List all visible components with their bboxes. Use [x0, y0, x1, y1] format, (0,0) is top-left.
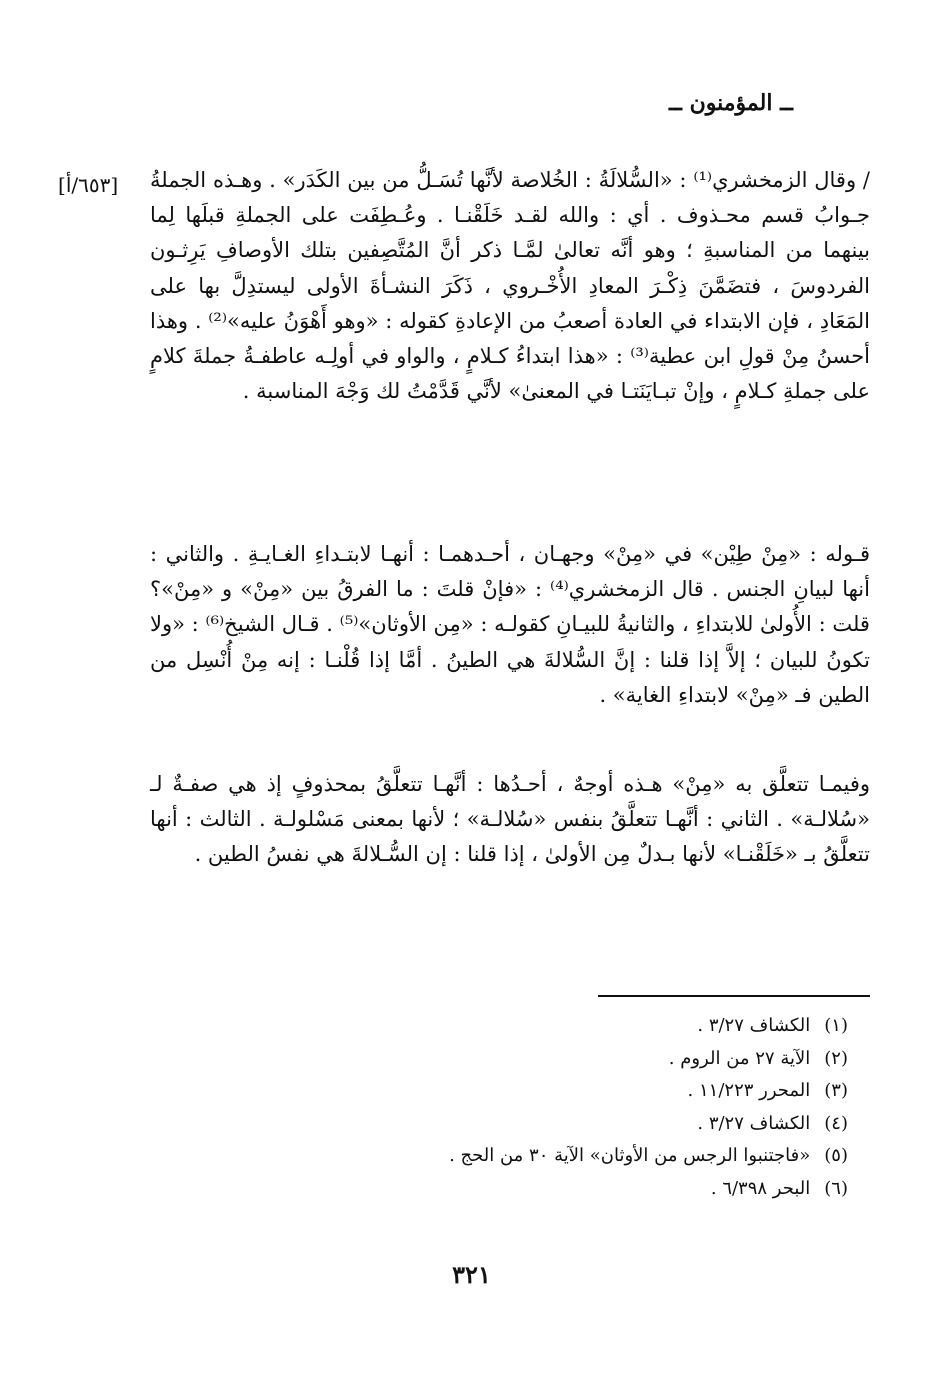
footnote-item: [300, 1043, 848, 1076]
running-header: ــ المؤمنون ــ: [669, 90, 793, 116]
footnote-text: الكشاف ٣/٢٧ .: [697, 1112, 811, 1134]
footnote-item: [300, 1075, 848, 1108]
manuscript-folio-reference: [٦٥٣/أ]: [58, 173, 119, 197]
footnote-item: [300, 1108, 848, 1141]
footnote-item: [300, 1140, 848, 1173]
page-number: ٣٢١: [452, 1260, 491, 1289]
footnote-separator: [598, 995, 870, 997]
footnote-number: (٢): [824, 1047, 848, 1069]
footnote-number: (٤): [824, 1112, 848, 1134]
body-paragraph-1: [150, 163, 870, 409]
paragraph-text: / وقال الزمخشري⁽¹⁾ : «السُّلالَةُ : الخُلاصة لأنَّها تُسَـلُّ من بين الكَدَر» . وهـذه الجملةُ جـوابُ قسم محـذوف . أي : والله لقـد خَلَقْنـا . وعُـطِفَت على الجملةِ قبلَها لِما بينهما من المناسبةِ ؛ وهو أنَّه تعالىٰ لمَّـا ذكر أنَّ المُتَّصِفين بتلك الأوصافِ يَرِثـون الفردوسَ ، فتضَمَّنَ ذِكْـرَ المعادِ الأُخْـروي ، ذَكَرَ النشـأةَ الأولى ليستدِلَّ بها على المَعَادِ ، فإن الابتداء في العادة أصعبُ من الإعادةِ كقوله : «وهو أَهْوَنُ عليه»⁽²⁾ . وهذا أحسنُ مِنْ قولِ ابن عطية⁽³⁾ : «هذا ابتداءُ كـلامٍ ، والواو في أولِـه عاطفـةُ جملةَ كلامٍ على جملةِ كـلامٍ ، وإنْ تبـايَنَتـا في المعنىٰ» لأنَّي قَدَّمْتُ لك وَجْهَ المناسبة .: [150, 168, 871, 404]
footnote-text: البحر ٦/٣٩٨ .: [710, 1177, 811, 1199]
paragraph-text: قـوله : «مِنْ طِيْن» في «مِنْ» وجهـان ، أحـدهمـا : أنهـا لابتـداءِ الغـايـةِ . والثاني : أنها لبيانِ الجنس . قال الزمخشري⁽⁴⁾ : «فإنْ قلتَ : ما الفرقُ بين «مِنْ» و «مِنْ»؟ قلت : الأُولىٰ للابتداءِ ، والثانيةُ للبيـانِ كقولـه : «مِن الأوثان»⁽⁵⁾ . قـال الشيخ⁽⁶⁾ : «ولا تكونُ للبيان ؛ إلاَّ إذا قلنا : إنَّ السُّلالةَ هي الطينُ . أمَّا إذا قُلْنـا : إنه مِنْ أُنْسِل من الطين فـ «مِنْ» لابتداءِ الغاية» .: [150, 542, 870, 707]
footnote-item: [300, 1173, 848, 1206]
footnote-item: [300, 1010, 848, 1043]
footnote-number: (٥): [824, 1145, 848, 1166]
footnote-text: الكشاف ٣/٢٧ .: [697, 1015, 811, 1036]
footnote-number: (١): [824, 1015, 848, 1036]
footnotes: [300, 1010, 848, 1205]
footnote-text: «فاجتنبوا الرجس من الأوثان» الآية ٣٠ من الحج .: [449, 1145, 811, 1166]
footnote-number: (٣): [824, 1080, 848, 1101]
footnote-text: الآية ٢٧ من الروم .: [668, 1047, 811, 1069]
body-paragraph-3: [150, 767, 870, 873]
paragraph-text: وفيمـا تتعلَّق به «مِنْ» هـذه أوجهٌ ، أحـدُها : أنَّهـا تتعلَّقُ بمحذوفٍ إذ هي صفـةٌ لـ «سُلالـة» . الثاني : أنَّهـا تتعلَّقُ بنفس «سُلالـة» ؛ لأنها بمعنى مَسْلولـة . الثالث : أنها تتعلَّقُ بـ «خَلَقْنـا» لأنها بـدلٌ مِن الأولىٰ ، إذا قلنا : إن السُّـلالةَ هي نفسُ الطين .: [150, 772, 870, 867]
body-paragraph-2: [150, 537, 870, 713]
footnote-text: المحرر ١١/٢٢٣ .: [687, 1080, 811, 1101]
footnote-number: (٦): [824, 1177, 848, 1199]
